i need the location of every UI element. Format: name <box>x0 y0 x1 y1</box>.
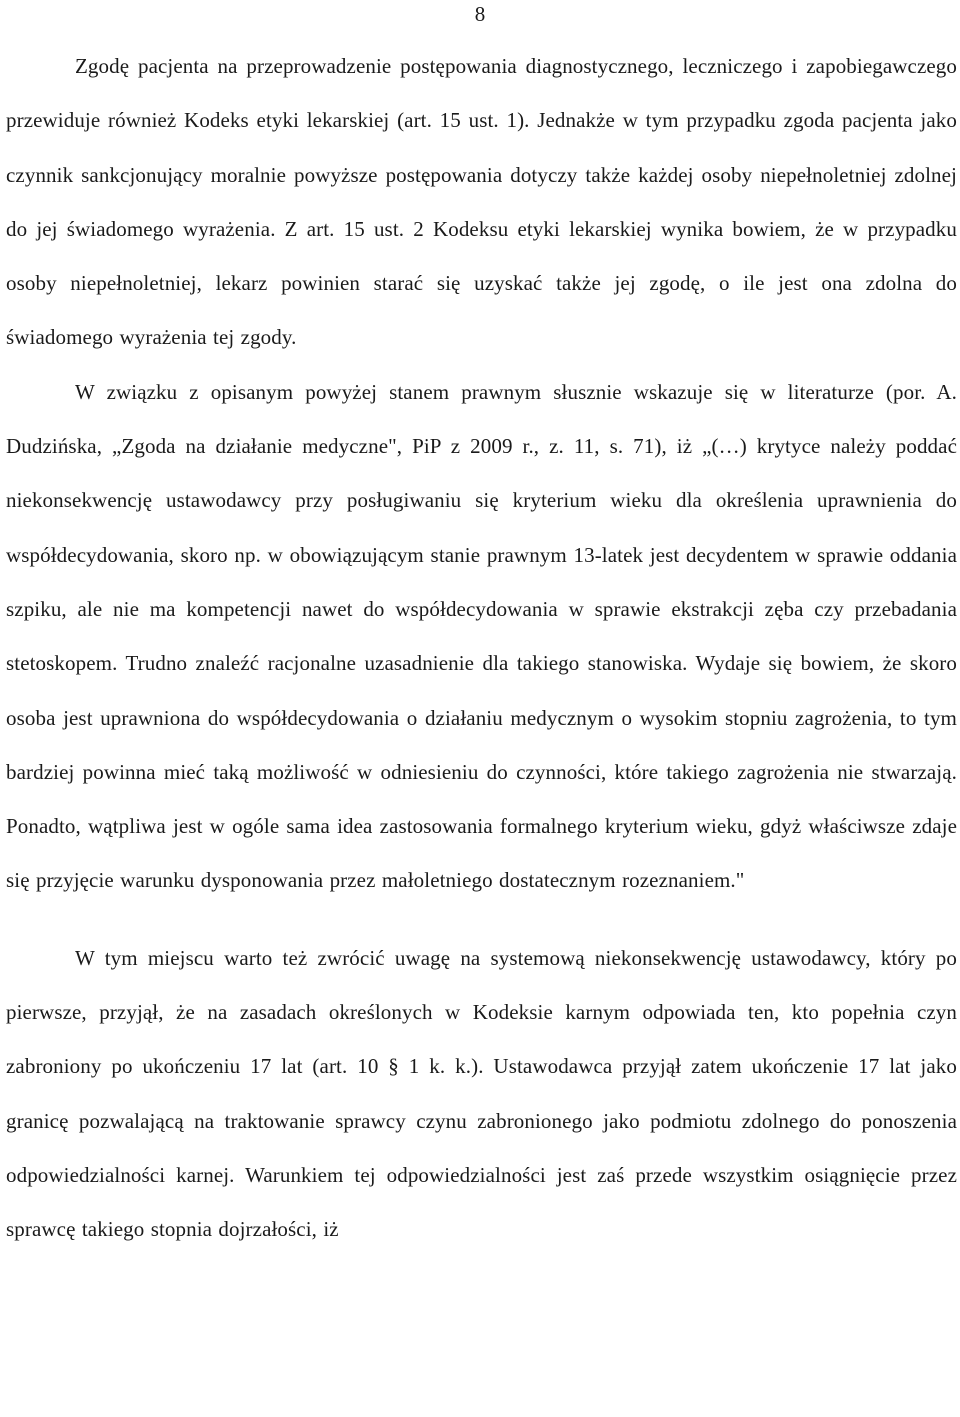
paragraph-spacer <box>6 908 957 931</box>
paragraph-patient-consent: Zgodę pacjenta na przeprowadzenie postępowania diagnostycznego, leczniczego i zapobiegawczego przewiduje również Kodeks etyki lekarskiej (art. 15 ust. 1). Jednakże w tym przypadku zgoda pacjenta jako czynnik sankcjonujący moralnie powyższe postępowania dotyczy także każdej osoby niepełnoletniej zdolnej do jej świadomego wyrażenia. Z art. 15 ust. 2 Kodeksu etyki lekarskiej wynika bowiem, że w przypadku osoby niepełnoletniej, lekarz powinien starać się uzyskać także jej zgodę, o ile jest ona zdolna do świadomego wyrażenia tej zgody. <box>6 54 957 350</box>
paragraph-systemic-inconsistency: W tym miejscu warto też zwrócić uwagę na systemową niekonsekwencję ustawodawcy, który po pierwsze, przyjął, że na zasadach określonych w Kodeksie karnym odpowiada ten, kto popełnia czyn zabroniony po ukończeniu 17 lat (art. 10 § 1 k. k.). Ustawodawca przyjął zatem ukończenie 17 lat jako granicę pozwalającą na traktowanie sprawcy czynu zabronionego jako podmiotu zdolnego do ponoszenia odpowiedzialności karnej. Warunkiem tej odpowiedzialności jest zaś przede wszystkim osiągnięcie przez sprawcę takiego stopnia dojrzałości, iż <box>6 945 957 1242</box>
page-number: 8 <box>474 2 486 26</box>
document-body <box>6 39 957 1257</box>
paragraph-literature-quote: W związku z opisanym powyżej stanem prawnym słusznie wskazuje się w literaturze (por. A. Dudzińska, „Zgoda na działanie medyczne", PiP z 2009 r., z. 11, s. 71), iż „(…) krytyce należy poddać niekonsekwencję ustawodawcy przy posługiwaniu się kryterium wieku dla określenia uprawnienia do współdecydowania, skoro np. w obowiązującym stanie prawnym 13-latek jest decydentem w sprawie oddania szpiku, ale nie ma kompetencji nawet do współdecydowania w sprawie ekstrakcji zęba czy przebadania stetoskopem. Trudno znaleźć racjonalne uzasadnienie dla takiego stanowiska. Wydaje się bowiem, że skoro osoba jest uprawniona do współdecydowania o działaniu medycznym o wysokim stopniu zagrożenia, to tym bardziej powinna mieć taką możliwość w odniesieniu do czynności, które takiego zagrożenia nie stwarzają. Ponadto, wątpliwa jest w ogóle sama idea zastosowania formalnego kryterium wieku, gdyż właściwsze zdaje się przyjęcie warunku dysponowania przez małoletniego dostatecznym rozeznaniem." <box>6 379 957 893</box>
